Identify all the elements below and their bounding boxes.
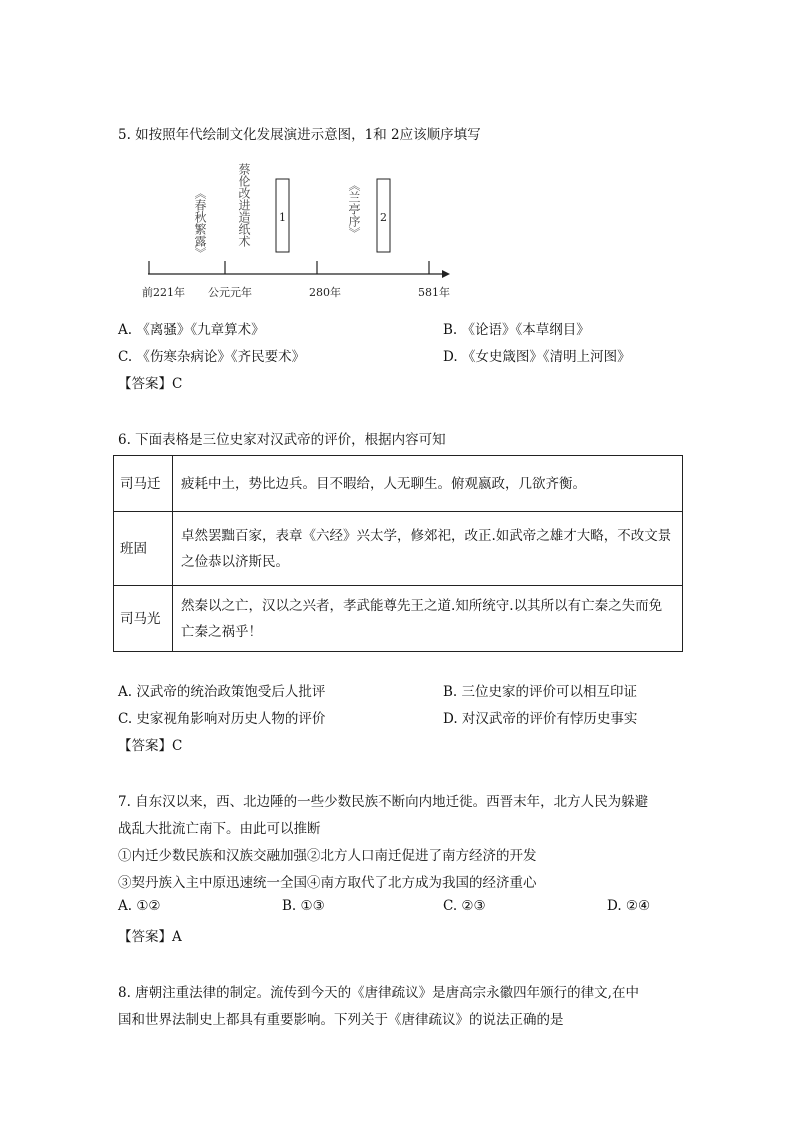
q5-answer: 【答案】C [118,376,183,392]
historian-evaluation: 卓然罢黜百家，表章《六经》兴太学，修郊祀，改正.如武帝之雄才大略，不改文景之俭恭以济斯民。 [173,512,683,586]
table-row [114,586,683,652]
q8-stem-line2: 国和世界法制史上都具有重要影响。下列关于《唐律疏议》的说法正确的是 [118,1012,564,1028]
q7-items-line1: ①内迁少数民族和汉族交融加强②北方人口南迁促进了南方经济的开发 [118,848,537,864]
q6-option-a[interactable]: A. 汉武帝的统治政策饱受后人批评 [118,684,326,700]
historian-name: 司马光 [114,586,173,652]
historian-evaluation: 然秦以之亡，汉以之兴者，孝武能尊先王之道.知所统守.以其所以有亡秦之失而免亡秦之祸乎！ [173,586,683,652]
q7-option-a[interactable]: A. ①② [118,898,161,914]
table-row [114,512,683,586]
tick-label: 581年 [418,286,450,299]
q7-option-d[interactable]: D. ②④ [607,898,651,914]
q8-stem-line1: 8. 唐朝注重法律的制定。流传到今天的《唐律疏议》是唐高宗永徽四年颁行的律文,在中 [118,985,639,1001]
tick-label: 280年 [309,286,341,299]
q6-option-d[interactable]: D. 对汉武帝的评价有悖历史事实 [443,711,638,727]
q6-option-c[interactable]: C. 史家视角影响对历史人物的评价 [118,711,326,727]
q5-option-a[interactable]: A. 《离骚》《九章算术》 [118,322,265,338]
tick-label: 前221年 [142,286,185,299]
q5-option-c[interactable]: C. 《伤寒杂病论》《齐民要术》 [118,349,306,365]
historians-evaluation-table [113,455,683,652]
historian-name: 司马迁 [114,456,173,512]
q7-answer: 【答案】A [118,929,182,945]
table-row [114,456,683,512]
q6-option-b[interactable]: B. 三位史家的评价可以相互印证 [443,684,638,700]
q7-items-line2: ③契丹族入主中原迅速统一全国④南方取代了北方成为我国的经济重心 [118,875,537,891]
q7-option-b[interactable]: B. ①③ [282,898,325,914]
box-1-label: 1 [279,211,286,224]
q7-stem-line2: 战乱大批流亡南下。由此可以推断 [118,821,321,837]
culture-timeline-diagram [140,155,460,305]
vertical-label-cailun-paper: 蔡伦改进造纸术 [237,163,251,247]
q6-stem: 6. 下面表格是三位史家对汉武帝的评价，根据内容可知 [118,432,446,448]
historian-name: 班固 [114,512,173,586]
box-2-label: 2 [380,211,387,224]
vertical-label-chunqiu-fanlu: 《春秋繁露》 [193,187,207,259]
q5-option-b[interactable]: B. 《论语》《本草纲目》 [443,322,590,338]
q5-stem: 5. 如按照年代绘制文化发展演进示意图，1和 2应该顺序填写 [118,127,481,143]
q5-option-d[interactable]: D. 《女史箴图》《清明上河图》 [443,349,631,365]
timeline-arrowhead [442,270,450,278]
vertical-label-lanting-xu: 《兰亭序》 [347,179,361,239]
q6-answer: 【答案】C [118,738,183,754]
q7-option-c[interactable]: C. ②③ [443,898,486,914]
historian-evaluation: 疲耗中土，势比边兵。目不暇给，人无聊生。俯观嬴政，几欲齐衡。 [173,456,683,512]
tick-label: 公元元年 [208,286,252,299]
q7-stem-line1: 7. 自东汉以来，西、北边陲的一些少数民族不断向内地迁徙。西晋末年，北方人民为躲避 [118,794,649,810]
